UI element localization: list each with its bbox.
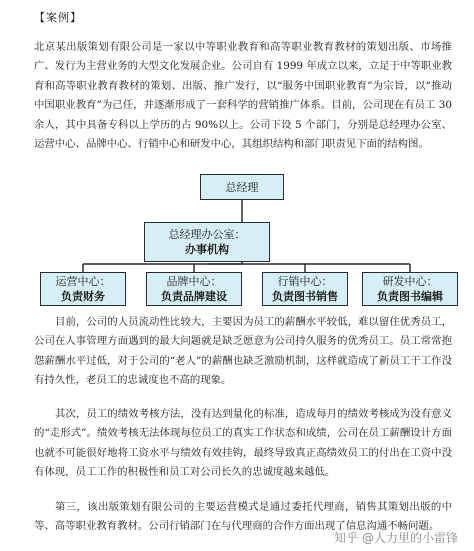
org-chart <box>0 168 474 308</box>
org-node-duty: 负责财务 <box>61 290 105 303</box>
paragraph-problem-3: 第三，该出版策划有限公司的主要运营模式是通过委托代理商，销售其策划出版的中等、高等职业教育教材。公司行销部门在与代理商的合作方面出现了信息沟通不畅问题。 <box>34 501 452 533</box>
case-header: 【案例】 <box>34 11 82 24</box>
org-node-label: 总经理 <box>225 181 259 194</box>
org-node-brand <box>146 272 242 306</box>
org-node-duty: 办事机构 <box>185 243 229 256</box>
paragraph-problem-1: 目前，公司的人员流动性比较大，主要因为员工的薪酬水平较低，难以留住优秀员工，公司在人事管理方面遇到的最大问题就是缺乏愿意为公司持久服务的优秀员工。员工常常抱怨薪酬水平过低，对于公司的“老人”的薪酬也缺乏激励机制，这样就造成了新员工干工作没有持久性，老员工的忠诚度也不高的现象。 <box>34 316 452 387</box>
org-node-operations <box>40 272 126 306</box>
org-node-duty: 负责图书编辑 <box>377 290 443 303</box>
org-node-title: 总经理办公室： <box>168 228 246 241</box>
watermark: 知乎 @人力里的小雷锋 <box>334 531 458 545</box>
paragraph-problem-2: 其次，员工的绩效考核方法，没有达到量化的标准，造成每月的绩效考核成为没有意义的“走形式”。绩效考核无法体现每位员工的真实工作状态和成绩，公司在员工薪酬设计方面也就不可能很好地将工资水平与绩效有效挂钩，最终导致真正高绩效员工的付出在工资中没有体现，员工工作的积极性和员工对公司长久的忠诚度越来越低。 <box>34 408 452 479</box>
paragraph-intro: 北京某出版策划有限公司是一家以中等职业教育和高等职业教育教材的策划出版、市场推广、发行为主营业务的大型文化发展企业。公司自有 1999 年成立以来，立足于中等职业教育和高等职业教育教材的策划、出版、推广发行，以“服务中国职业教育”为宗旨，以“推动中国职业教育”为己任，并逐渐形成了一套科学的营销推广体系。目前，公司现在有员工 30 余人，其中具备专科以上学历的占 90%以上。公司下设 5 个部门，分别是总经理办公室、运营中心、品牌中心、行销中心和研发中心，其组织结构和部门职责见下面的结构图。 <box>34 41 452 151</box>
org-node-duty: 负责品牌建设 <box>161 290 227 303</box>
org-node-title: 品牌中心： <box>166 275 222 288</box>
org-node-sales <box>262 272 348 306</box>
org-node-title: 行销中心： <box>277 275 333 288</box>
org-node-title: 运营中心： <box>55 275 111 288</box>
org-node-duty: 负责图书销售 <box>272 290 338 303</box>
org-node-gm-office <box>144 222 270 262</box>
org-node-general-manager <box>200 174 284 200</box>
org-node-rnd <box>362 272 458 306</box>
org-node-title: 研发中心： <box>382 275 438 288</box>
